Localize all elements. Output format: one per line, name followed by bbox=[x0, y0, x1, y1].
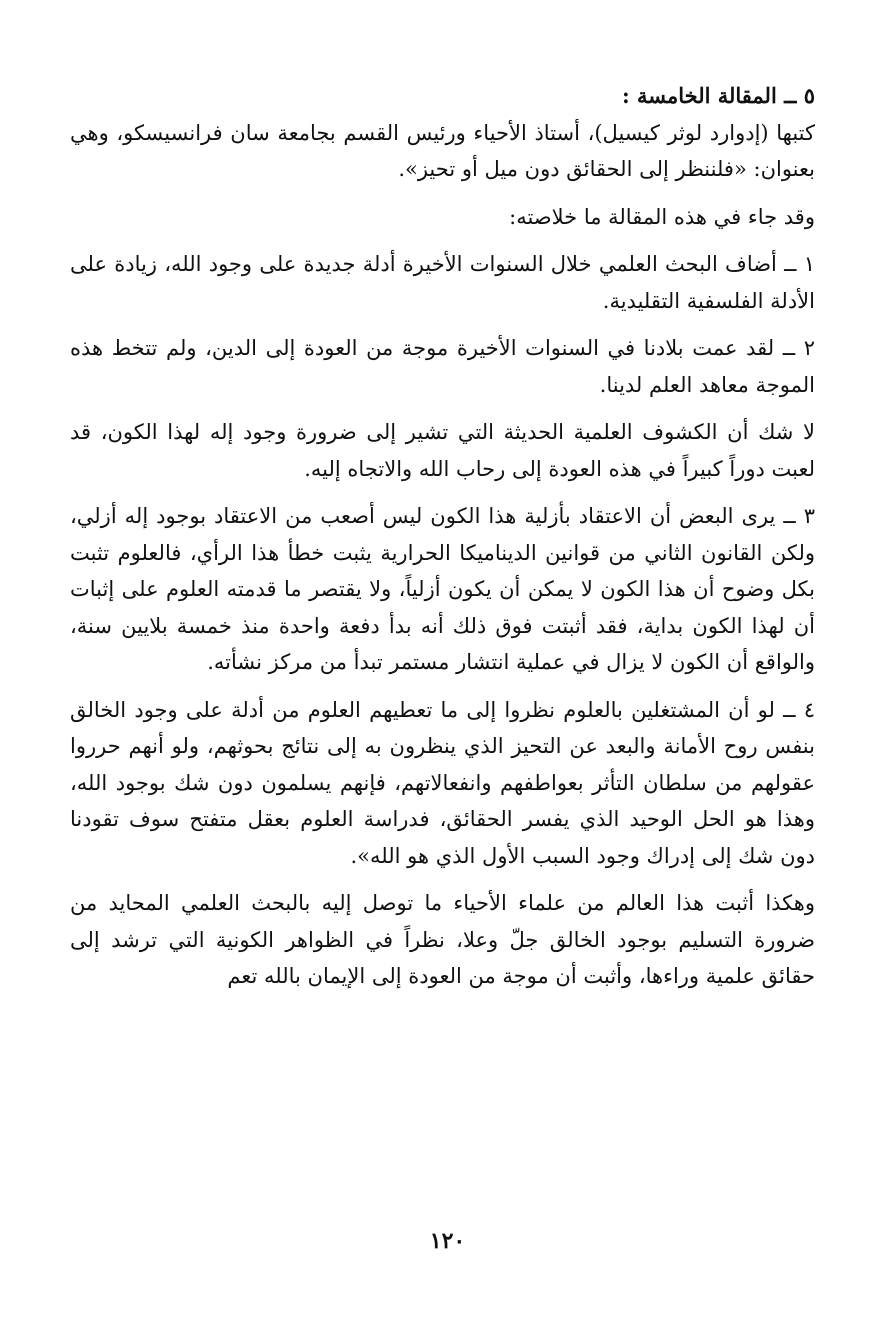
paragraph-5: لا شك أن الكشوف العلمية الحديثة التي تشير إلى ضرورة وجود إله لهذا الكون، قد لعبت دوراً كبيراً في هذه العودة إلى رحاب الله والاتجاه إليه. bbox=[70, 420, 816, 481]
paragraph-2: وقد جاء في هذه المقالة ما خلاصته: bbox=[509, 204, 815, 229]
section-heading: ٥ ــ المقالة الخامسة : bbox=[621, 83, 815, 108]
page-number: ١٢٠ bbox=[429, 1228, 466, 1254]
page-body bbox=[70, 78, 815, 1006]
paragraph-1: كتبها (إدوارد لوثر كيسيل)، أستاذ الأحياء ورئيس القسم بجامعة سان فرانسيسكو، وهي بعنوان: «فلننظر إلى الحقائق دون ميل أو تحيز». bbox=[70, 120, 815, 181]
paragraph-8: وهكذا أثبت هذا العالم من علماء الأحياء ما توصل إليه بالبحث العلمي المحايد من ضرورة التسليم بوجود الخالق جلّ وعلا، نظراً في الظواهر الكونية التي ترشد إلى حقائق علمية وراءها، وأثبت أن موجة من العودة إلى الإيمان بالله تعم bbox=[70, 891, 815, 988]
paragraph-7: ٤ ــ لو أن المشتغلين بالعلوم نظروا إلى ما تعطيهم العلوم من أدلة على وجود الخالق بنفس روح الأمانة والبعد عن التحيز الذي ينظرون به إلى نتائج بحوثهم، ولو أنهم حرروا عقولهم من سلطان التأثر بعواطفهم وانفعالاتهم، فإنهم يسلمون دون شك بوجود الله، وهذا هو الحل الوحيد الذي يفسر الحقائق، فدراسة العلوم بعقل متفتح سوف تقودنا دون شك إلى إدراك وجود السبب الأول الذي هو الله». bbox=[70, 697, 815, 868]
paragraph-3: ١ ــ أضاف البحث العلمي خلال السنوات الأخيرة أدلة جديدة على وجود الله، زيادة على الأدلة الفلسفية التقليدية. bbox=[70, 252, 815, 313]
paragraph-4: ٢ ــ لقد عمت بلادنا في السنوات الأخيرة موجة من العودة إلى الدين، ولم تتخط هذه الموجة معاهد العلم لدينا. bbox=[70, 336, 815, 397]
paragraph-6: ٣ ــ يرى البعض أن الاعتقاد بأزلية هذا الكون ليس أصعب من الاعتقاد بوجود إله أزلي، ولكن القانون الثاني من قوانين الديناميكا الحرارية يثبت خطأ هذا الرأي، فالعلوم تثبت بكل وضوح أن هذا الكون لا يمكن أن يكون أزلياً، ولا يقتصر ما قدمته العلوم على إثبات أن لهذا الكون بداية، فقد أثبتت فوق ذلك أنه بدأ دفعة واحدة منذ خمسة بلايين سنة، والواقع أن الكون لا يزال في عملية انتشار مستمر تبدأ من مركز نشأته. bbox=[70, 504, 815, 674]
